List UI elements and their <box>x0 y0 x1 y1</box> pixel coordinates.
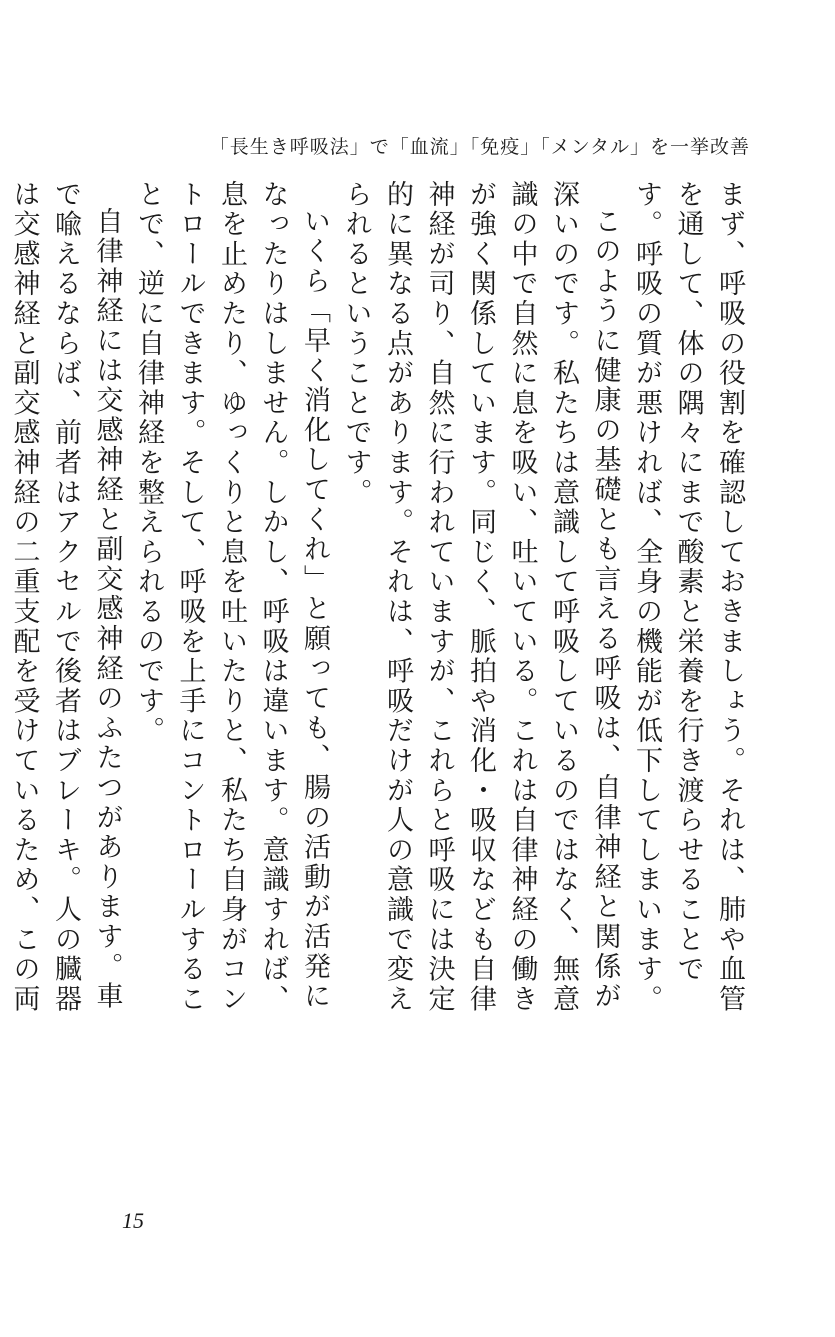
paragraph-2: このように健康の基礎とも言える呼吸は、自律神経と関係が深いのです。私たちは意識して呼吸しているのではなく、無意識の中で自然に息を吸い、吐いている。これは自律神経の働きが強く関係しています。同じく、脈拍や消化・吸収なども自律神経が司り、自然に行われていますが、これらと呼吸には決定的に異なる点があります。それは、呼吸だけが人の意識で変えられるということです。 <box>340 180 621 1015</box>
paragraph-4: 自律神経には交感神経と副交感神経のふたつがあります。車で喩えるならば、前者はアクセルで後者はブレーキ。人の臓器は交感神経と副交感神経の二重支配を受けているため、この両 <box>8 180 123 1015</box>
body-text <box>8 180 750 1030</box>
page-number: 15 <box>122 1208 144 1233</box>
paragraph-3: いくら「早く消化してくれ」と願っても、腸の活動が活発になったりはしません。しかし、呼吸は違います。意識すれば、息を止めたり、ゆっくりと息を吐いたりと、私たち自身がコントロールできます。そして、呼吸を上手にコントロールすることで、逆に自律神経を整えられるのです。 <box>133 180 330 1015</box>
running-header: 「長生き呼吸法」で「血流」「免疫」「メンタル」を一挙改善 <box>209 136 750 158</box>
paragraph-1: まず、呼吸の役割を確認しておきましょう。それは、肺や血管を通して、体の隅々にまで酸素と栄養を行き渡らせることです。呼吸の質が悪ければ、全身の機能が低下してしまいます。 <box>631 180 745 1015</box>
